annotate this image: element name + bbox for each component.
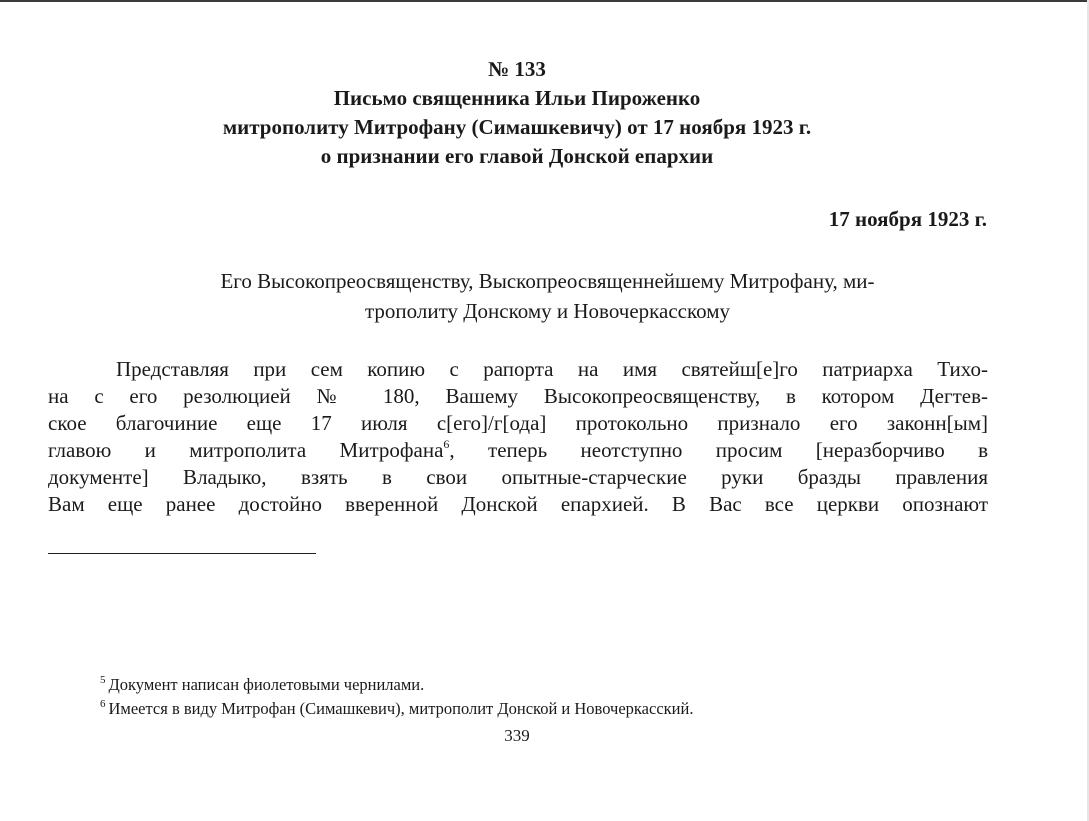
document-title [0,84,1034,171]
body-line-1: Представляя при сем копию с рапорта на имя святейш[е]го патриарха Тихо- [116,357,988,381]
body-line-3: ское благочиние еще 17 июля с[его]/г[ода] протокольно признало его законн[ым] [48,411,988,435]
page-number: 339 [504,726,530,745]
title-line-2: митрополиту Митрофану (Симашкевичу) от 17 ноября 1923 г. [222,115,812,139]
page-top-edge [0,0,1089,2]
body-line-4 [48,437,988,464]
body-line-6: Вам еще ранее достойно вверенной Донской епархией. В Вас все церкви опознают [48,492,988,516]
title-line-3: о признании его главой Донской епархии [320,144,714,168]
body-line-4-start: главою и митрополита Митрофана [48,438,444,462]
footnote-mark: 6 [100,698,106,710]
footnote-text: Документ написан фиолетовыми чернилами. [108,675,425,694]
footnote-ref-6: 6 [443,437,450,451]
title-line-1: Письмо священника Ильи Пироженко [333,86,701,110]
footnote-separator [48,553,316,554]
address-line-2: трополиту Донскому и Новочеркасскому [364,299,731,323]
document-number: № 133 [488,57,546,81]
footnote-6 [100,697,1000,721]
body-line-2: на с его резолюцией № 180, Вашему Высокопреосвященству, в котором Дегтев- [48,384,988,408]
address-line-1: Его Высокопреосвященству, Выскопреосвященнейшему Митрофану, ми- [220,269,875,293]
body-line-4-end: , теперь неотступно просим [неразборчиво в [449,438,988,462]
document-date: 17 ноября 1923 г. [828,207,987,231]
body-paragraph [48,356,988,518]
address-block [60,266,1035,326]
footnote-mark: 5 [100,674,106,686]
footnotes [100,673,1000,721]
body-line-5: документе] Владыко, взять в свои опытные-старческие руки бразды правления [48,465,988,489]
footnote-5 [100,673,1000,697]
footnote-text: Имеется в виду Митрофан (Симашкевич), митрополит Донской и Новочеркасский. [108,699,694,718]
